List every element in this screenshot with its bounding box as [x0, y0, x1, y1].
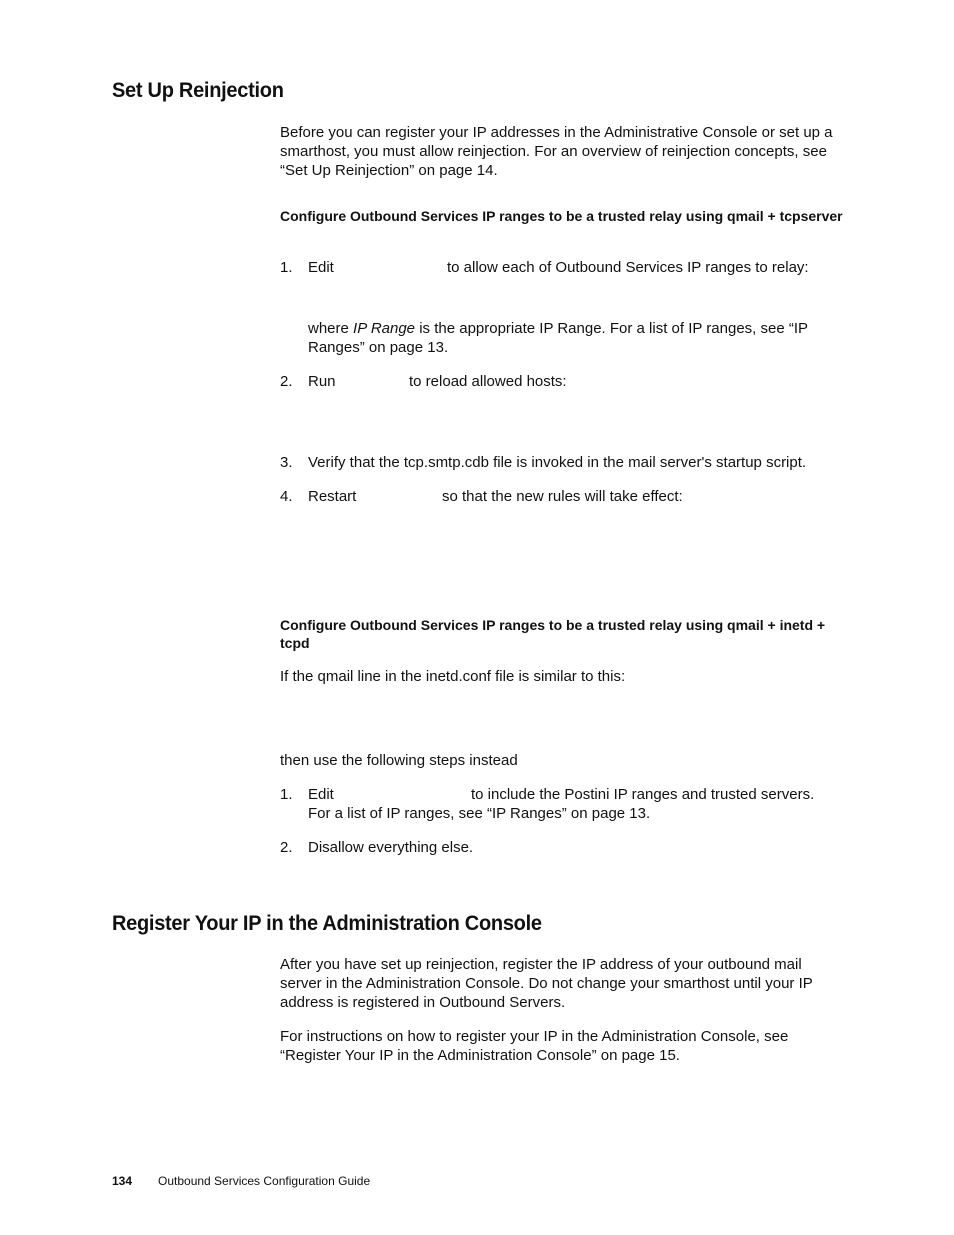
step-number: 4.: [280, 488, 293, 505]
step-text: Disallow everything else.: [308, 839, 474, 856]
step-number: 3.: [280, 454, 293, 471]
register-para-2: For instructions on how to register your IP in the Administration Console, see “Register Your IP in the Administration Console” on page 15.: [280, 1028, 789, 1064]
step-number: 2.: [280, 839, 293, 856]
step-verb: Run: [308, 373, 336, 390]
step-text: to include the Postini IP ranges and trusted servers.: [471, 786, 815, 803]
section-heading-set-up-reinjection: Set Up Reinjection: [112, 78, 284, 102]
step-number: 1.: [280, 786, 293, 803]
step-number: 2.: [280, 373, 293, 390]
ip-range-note: [308, 319, 843, 357]
step-text: Verify that the tcp.smtp.cdb file is invoked in the mail server's startup script.: [308, 454, 807, 471]
step-number: 1.: [280, 259, 293, 276]
section-heading-register-ip: Register Your IP in the Administration Console: [112, 911, 542, 935]
footer-title: Outbound Services Configuration Guide: [158, 1174, 371, 1188]
ip-range-term: IP Range: [353, 320, 416, 337]
then-line: then use the following steps instead: [280, 752, 518, 769]
subheading-tcpserver: Configure Outbound Services IP ranges to be a trusted relay using qmail + tcpserver: [280, 208, 843, 224]
step-text-line2: For a list of IP ranges, see “IP Ranges” on page 13.: [308, 805, 651, 822]
inetd-line: If the qmail line in the inetd.conf file is similar to this:: [280, 668, 626, 685]
step-text: to reload allowed hosts:: [409, 373, 567, 390]
register-para-1: After you have set up reinjection, register the IP address of your outbound mail server in the Administration Console. Do not change your smarthost until your IP address is registered in Outbound Servers.: [280, 956, 813, 1011]
where-rest: is the appropriate IP Range. For a list of IP ranges, see “IP Ranges” on page 13.: [308, 320, 808, 356]
step-verb: Restart: [308, 488, 357, 505]
step-text: to allow each of Outbound Services IP ranges to relay:: [447, 259, 809, 276]
subheading-inetd: Configure Outbound Services IP ranges to be a trusted relay using qmail + inetd + tcpd: [280, 617, 826, 651]
step-text: so that the new rules will take effect:: [442, 488, 683, 505]
page-number: 134: [112, 1174, 133, 1188]
where-prefix: where: [308, 320, 349, 337]
step-verb: Edit: [308, 786, 334, 803]
reinjection-intro: Before you can register your IP addresses in the Administrative Console or set up a smarthost, you must allow reinjection. For an overview of reinjection concepts, see “Set Up Reinjection” on page 14.: [280, 124, 833, 179]
step-verb: Edit: [308, 259, 334, 276]
